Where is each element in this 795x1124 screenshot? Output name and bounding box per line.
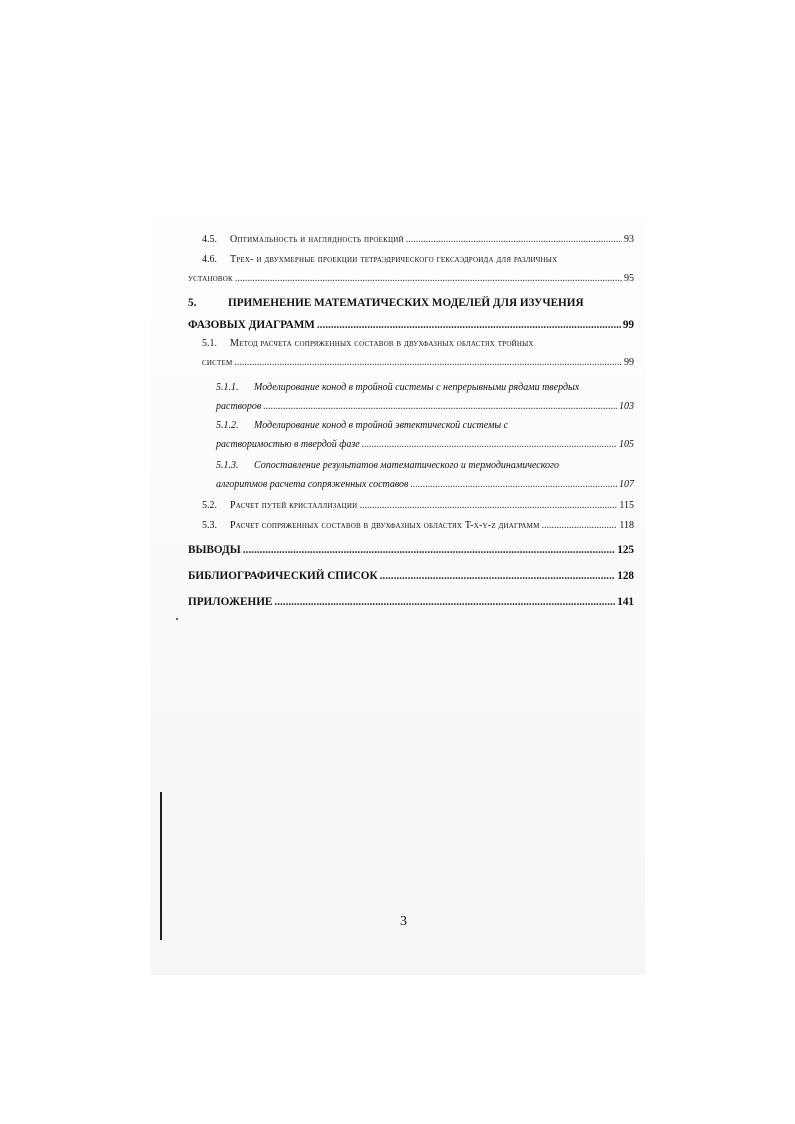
toc-entry-appendix[interactable]: [188, 592, 634, 612]
toc-title: Моделирование конод в тройной системы с непрерывными рядами твердых: [254, 382, 580, 393]
toc-number: 5.1.2.: [216, 420, 239, 431]
toc-title-continued: растворов: [216, 401, 262, 412]
toc-entry-4-5[interactable]: [188, 230, 634, 249]
toc-number: 5.1.1.: [216, 382, 239, 393]
toc-title: ПРИМЕНЕНИЕ МАТЕМАТИЧЕСКИХ МОДЕЛЕЙ ДЛЯ ИЗУЧЕНИЯ: [228, 297, 584, 309]
toc-title: ПРИЛОЖЕНИЕ: [188, 596, 273, 608]
toc-page: 128: [617, 570, 634, 582]
toc-entry-5-1[interactable]: [188, 334, 634, 372]
toc-page: 115: [619, 500, 634, 511]
toc-title: Метод расчета сопряженных составов в двухфазных областях тройных: [230, 338, 534, 349]
toc-entry-5-2[interactable]: [188, 496, 634, 515]
toc-title: Сопоставление результатов математического и термодинамического: [254, 460, 559, 471]
toc-leader-dots: [234, 353, 622, 372]
toc-page: 141: [617, 596, 634, 608]
toc-title-continued: систем: [202, 357, 233, 368]
toc-leader-dots: [243, 540, 615, 560]
toc-title-continued: ФАЗОВЫХ ДИАГРАММ: [188, 319, 315, 331]
page-number: 3: [400, 914, 407, 929]
toc-leader-dots: [317, 314, 621, 336]
toc-title: Расчет путей кристаллизации: [230, 500, 358, 511]
toc-entry-5[interactable]: [188, 292, 634, 336]
toc-title: Расчет сопряженных составов в двухфазных областях T-x-y-z диаграмм: [230, 520, 540, 531]
toc-leader-dots: [359, 496, 617, 515]
toc-page: 107: [619, 479, 634, 490]
toc-page: 99: [622, 319, 634, 331]
toc-number: 5.: [188, 297, 197, 309]
toc-page: 95: [624, 273, 634, 284]
toc-page: 118: [619, 520, 634, 531]
toc-entry-4-6[interactable]: [188, 250, 634, 288]
toc-number: 5.3.: [202, 520, 217, 531]
toc-number: 4.6.: [202, 254, 217, 265]
toc-page: 99: [624, 357, 634, 368]
toc-title: БИБЛИОГРАФИЧЕСКИЙ СПИСОК: [188, 570, 378, 582]
toc-entry-5-1-2[interactable]: [188, 416, 634, 454]
toc-number: 5.1.3.: [216, 460, 239, 471]
toc-leader-dots: [235, 269, 622, 288]
toc-leader-dots: [263, 397, 617, 416]
toc-entry-bibliography[interactable]: [188, 566, 634, 586]
toc-leader-dots: [406, 230, 622, 249]
scan-speck: [176, 618, 178, 620]
toc-page: 125: [617, 544, 634, 556]
toc-leader-dots: [274, 592, 615, 612]
toc-page: 93: [624, 234, 634, 245]
scan-margin-line: [160, 792, 162, 940]
toc-title-continued: алгоритмов расчета сопряженных составов: [216, 479, 409, 490]
toc-entry-5-3[interactable]: [188, 516, 634, 535]
toc-title-continued: растворимостью в твердой фазе: [216, 439, 360, 450]
toc-leader-dots: [380, 566, 616, 586]
toc-entry-5-1-1[interactable]: [188, 378, 634, 416]
toc-leader-dots: [410, 475, 617, 494]
toc-number: 5.2.: [202, 500, 217, 511]
toc-title-continued: установок: [188, 273, 233, 284]
toc-leader-dots: [362, 435, 617, 454]
toc-title: Оптимальность и наглядность проекций: [230, 234, 404, 245]
toc-page: 105: [619, 439, 634, 450]
toc-title: Моделирование конод в тройной эвтектической системы с: [254, 420, 509, 431]
toc-entry-conclusions[interactable]: [188, 540, 634, 560]
toc-title: ВЫВОДЫ: [188, 544, 241, 556]
toc-entry-5-1-3[interactable]: [188, 456, 634, 494]
toc-title: Трех- и двухмерные проекции тетраэдрического гексаэдроида для различных: [230, 254, 558, 265]
toc-leader-dots: [542, 516, 618, 535]
toc-number: 5.1.: [202, 338, 217, 349]
toc-number: 4.5.: [202, 234, 217, 245]
toc-page: 103: [619, 401, 634, 412]
